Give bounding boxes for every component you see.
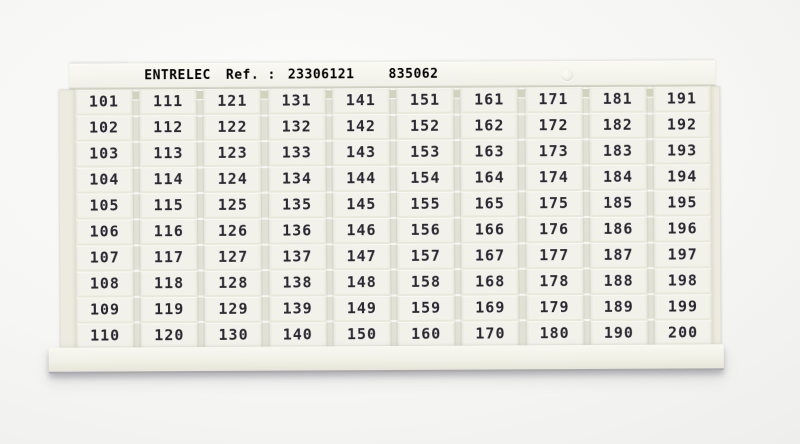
marker-number: 131 [281,91,312,110]
marker-cell [526,241,583,267]
marker-cell [204,89,261,113]
marker-number: 170 [475,324,506,343]
marker-cell [141,321,198,347]
marker-number: 116 [153,222,184,241]
marker-number: 164 [474,168,505,187]
marker-cell [268,164,325,190]
marker-cell [269,320,326,346]
marker-number: 102 [88,118,120,137]
marker-cell [76,295,133,321]
marker-number: 111 [153,92,184,111]
marker-number: 119 [154,300,185,319]
marker-card [59,60,721,371]
marker-cell [332,88,389,112]
marker-number: 126 [217,221,249,240]
column-channel [132,89,141,347]
marker-columns [75,86,711,347]
column-channel [325,88,334,346]
column-channel [197,89,206,347]
marker-cell [525,87,582,111]
marker-cell [397,164,454,190]
marker-number: 125 [217,195,248,214]
marker-cell [333,190,390,216]
marker-number: 151 [409,90,441,109]
marker-number: 156 [410,220,441,239]
marker-number: 136 [282,221,313,240]
marker-cell [590,241,647,267]
marker-number: 101 [88,92,119,111]
marker-number: 182 [602,115,633,134]
marker-cell [461,215,518,241]
marker-number: 173 [538,142,569,161]
marker-cell [398,320,455,346]
marker-number: 160 [411,324,442,343]
marker-cell [526,267,583,293]
marker-number: 122 [217,117,248,136]
marker-cell [525,111,582,137]
marker-strip [589,87,647,345]
marker-cell [76,165,133,191]
marker-cell [397,268,454,294]
marker-number: 186 [603,219,634,238]
marker-number: 191 [666,89,697,108]
marker-cell [461,87,518,111]
marker-number: 112 [153,118,184,137]
marker-cell [332,112,389,138]
marker-number: 180 [539,324,570,343]
marker-number: 155 [410,194,441,213]
marker-number: 134 [281,169,313,188]
marker-cell [462,319,519,345]
marker-strip [461,87,519,345]
marker-cell [654,214,711,240]
marker-number: 166 [474,220,505,239]
grid-left-edge [59,90,76,348]
marker-number: 140 [282,325,313,344]
marker-cell [590,319,647,345]
marker-cell [397,190,454,216]
marker-number: 193 [667,141,698,160]
marker-cell [589,137,646,163]
marker-number: 149 [346,299,377,318]
marker-cell [140,191,197,217]
marker-number: 179 [539,298,570,317]
marker-cell [333,320,390,346]
marker-cell [590,267,647,293]
marker-number: 107 [89,248,120,267]
marker-number: 159 [410,298,442,317]
marker-number: 165 [474,194,505,213]
marker-number: 110 [90,326,121,345]
marker-strip [332,88,390,346]
marker-cell [654,136,711,162]
marker-cell [140,217,197,243]
marker-number: 167 [474,246,506,265]
marker-cell [333,164,390,190]
marker-number: 123 [217,143,248,162]
marker-cell [396,88,453,112]
marker-number: 185 [603,193,634,212]
marker-number: 147 [346,247,377,266]
marker-number: 109 [89,300,121,319]
column-channel [261,89,270,347]
column-channel [389,88,398,346]
column-channel [646,87,655,345]
marker-cell [461,137,518,163]
marker-strip [140,89,198,347]
marker-cell [526,319,583,345]
marker-number: 132 [281,117,312,136]
marker-number: 129 [218,299,249,318]
marker-cell [525,163,582,189]
marker-cell [204,113,261,139]
marker-number: 139 [282,299,313,318]
marker-cell [77,321,134,347]
marker-strip [653,86,711,344]
marker-strip [268,88,326,346]
marker-cell [653,86,710,110]
marker-number: 106 [89,222,120,241]
marker-number: 190 [603,323,634,342]
marker-cell [140,269,197,295]
marker-number: 198 [667,271,698,290]
marker-number: 197 [667,245,698,264]
marker-strip [525,87,583,345]
marker-number: 148 [346,273,377,292]
marker-number: 143 [345,143,377,162]
marker-cell [333,242,390,268]
marker-cell [76,139,133,165]
marker-number: 196 [667,219,698,238]
marker-cell [462,293,519,319]
marker-cell [205,243,262,269]
marker-cell [76,191,133,217]
marker-cell [204,139,261,165]
marker-number: 152 [410,116,441,135]
marker-number: 121 [217,91,248,110]
part-number: 835062 [388,66,439,83]
marker-cell [205,269,262,295]
marker-number: 154 [410,168,441,187]
marker-cell [332,138,389,164]
column-channel [453,88,462,346]
marker-number: 187 [603,245,634,264]
marker-cell [333,294,390,320]
marker-cell [653,110,710,136]
grid-right-edge [710,86,720,344]
marker-cell [589,163,646,189]
marker-cell [655,318,712,344]
marker-number: 137 [282,247,313,266]
marker-cell [205,321,262,347]
marker-number: 161 [474,90,505,109]
marker-number: 181 [602,89,633,108]
marker-number: 174 [538,168,569,187]
marker-number: 169 [475,298,506,317]
marker-cell [526,293,583,319]
marker-cell [525,189,582,215]
marker-number: 103 [89,144,120,163]
marker-cell [268,112,325,138]
marker-strip [75,89,133,347]
marker-cell [140,113,197,139]
marker-cell [269,294,326,320]
marker-cell [140,89,197,113]
mold-circle-mark [561,69,573,81]
marker-number: 117 [153,248,185,267]
marker-cell [589,87,646,111]
marker-cell [333,268,390,294]
marker-cell [204,217,261,243]
marker-cell [462,267,519,293]
marker-cell [269,268,326,294]
marker-number: 150 [346,325,378,344]
marker-cell [590,189,647,215]
marker-cell [590,215,647,241]
marker-cell [397,112,454,138]
marker-number: 171 [538,90,569,109]
marker-number: 130 [218,325,249,344]
marker-cell [268,88,325,112]
marker-cell [140,243,197,269]
marker-cell [654,188,711,214]
marker-number: 162 [474,116,505,135]
marker-number: 144 [346,169,377,188]
marker-cell [526,215,583,241]
card-header-rail [69,60,715,89]
marker-cell [654,292,711,318]
marker-cell [589,111,646,137]
marker-number: 124 [217,169,248,188]
marker-cell [654,162,711,188]
marker-number: 172 [538,116,569,135]
marker-number: 192 [666,115,698,134]
marker-number: 146 [346,221,377,240]
marker-cell [76,269,133,295]
marker-number: 118 [153,274,185,293]
column-channel [518,87,527,345]
marker-number: 199 [667,297,699,316]
marker-cell [398,294,455,320]
marker-number: 184 [602,167,634,186]
marker-number: 141 [345,91,376,110]
column-channel [582,87,591,345]
marker-number: 188 [603,271,634,290]
marker-number: 133 [281,143,312,162]
marker-cell [76,217,133,243]
marker-cell [461,163,518,189]
marker-cell [397,216,454,242]
ref-label: Ref. : [225,67,276,83]
marker-number: 168 [475,272,506,291]
marker-number: 178 [539,272,570,291]
marker-number: 183 [602,141,634,160]
marker-number: 142 [345,117,376,136]
marker-number: 145 [346,195,377,214]
marker-number: 189 [603,297,634,316]
marker-cell [141,295,198,321]
marker-cell [461,111,518,137]
marker-cell [525,137,582,163]
ref-number: 23306121 [287,67,355,83]
marker-cell [268,138,325,164]
marker-cell [461,189,518,215]
marker-number: 153 [410,142,441,161]
marker-number: 114 [153,170,184,189]
marker-cell [590,293,647,319]
marker-cell [205,295,262,321]
marker-cell [204,191,261,217]
marker-cell [397,138,454,164]
marker-cell [140,139,197,165]
marker-cell [397,242,454,268]
brand-text: ENTRELEC [144,67,211,84]
marker-strip [396,88,454,346]
marker-number: 127 [218,247,249,266]
marker-number: 120 [154,326,185,345]
marker-number: 128 [218,273,249,292]
marker-number: 157 [410,246,441,265]
marker-cell [75,89,132,113]
marker-cell [461,241,518,267]
marker-number: 105 [89,196,120,215]
marker-cell [654,240,711,266]
marker-number: 195 [667,193,698,212]
marker-number: 104 [89,170,120,189]
card-bottom-rail [49,344,724,374]
marker-number: 176 [539,220,570,239]
marker-grid [59,86,720,347]
marker-number: 115 [153,196,184,215]
marker-number: 194 [667,167,698,186]
marker-number: 175 [538,194,570,213]
marker-number: 135 [282,195,313,214]
marker-cell [269,242,326,268]
marker-number: 163 [474,142,505,161]
marker-cell [269,190,326,216]
marker-number: 177 [539,246,570,265]
marker-cell [654,266,711,292]
marker-number: 158 [410,272,442,291]
marker-cell [204,165,261,191]
marker-number: 113 [153,144,184,163]
marker-cell [140,165,197,191]
marker-number: 200 [667,323,699,342]
marker-number: 108 [89,274,120,293]
marker-number: 138 [282,273,313,292]
marker-cell [75,113,132,139]
marker-cell [76,243,133,269]
marker-strip [204,89,262,347]
marker-cell [269,216,326,242]
marker-cell [333,216,390,242]
